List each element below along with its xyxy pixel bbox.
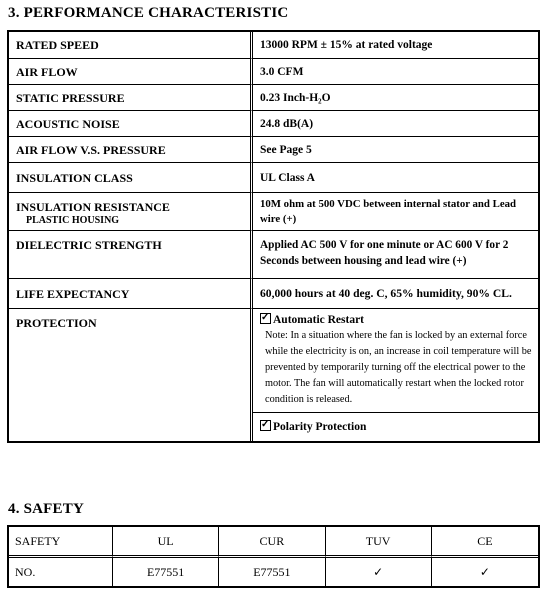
row-value: 60,000 hours at 40 deg. C, 65% humidity, 90% CL. <box>253 279 538 309</box>
section-title-performance: 3. PERFORMANCE CHARACTERISTIC <box>8 5 289 21</box>
table-header-row <box>9 527 538 558</box>
table-row <box>9 85 538 111</box>
row-cell: E77551 <box>113 558 219 586</box>
row-label: INSULATION CLASS <box>9 163 253 193</box>
row-cell: E77551 <box>219 558 325 586</box>
row-label: LIFE EXPECTANCY <box>9 279 253 309</box>
row-label: ACOUSTIC NOISE <box>9 111 253 137</box>
row-label: STATIC PRESSURE <box>9 85 253 111</box>
auto-restart-title: Automatic Restart <box>273 314 365 326</box>
row-label: AIR FLOW <box>9 59 253 85</box>
header-cell: CUR <box>219 527 325 558</box>
polarity-block <box>253 413 538 441</box>
row-label: INSULATION RESISTANCE <box>16 200 170 214</box>
checked-box-icon <box>260 420 271 431</box>
row-label: DIELECTRIC STRENGTH <box>9 231 253 279</box>
section-title-safety: 4. SAFETY <box>8 501 84 517</box>
row-value: Applied AC 500 V for one minute or AC 600 V for 2 Seconds between housing and lead wire (+) <box>253 231 538 279</box>
row-label: RATED SPEED <box>9 32 253 59</box>
checkmark-icon: ✓ <box>326 558 432 586</box>
table-row <box>9 231 538 279</box>
table-row <box>9 163 538 193</box>
header-cell: SAFETY <box>9 527 113 558</box>
header-cell: TUV <box>326 527 432 558</box>
header-cell: CE <box>432 527 538 558</box>
row-value: See Page 5 <box>253 137 538 163</box>
table-row <box>9 279 538 309</box>
performance-table <box>7 30 540 443</box>
row-label-group <box>9 193 253 231</box>
row-cell: NO. <box>9 558 113 586</box>
row-label: AIR FLOW V.S. PRESSURE <box>9 137 253 163</box>
table-row <box>9 59 538 85</box>
checked-box-icon <box>260 313 271 324</box>
row-sublabel: PLASTIC HOUSING <box>26 215 120 226</box>
safety-table <box>7 525 540 588</box>
polarity-label: Polarity Protection <box>273 421 367 433</box>
auto-restart-note: Note: In a situation where the fan is locked by an external force while the electricity is on, an increase in coil temperature will be prevented by temporarily turning off the electrical power to the motor. The fan will automatically restart when the locked rotor condition is released. <box>265 330 532 405</box>
row-value: 13000 RPM ± 15% at rated voltage <box>253 32 538 59</box>
row-value: 3.0 CFM <box>253 59 538 85</box>
auto-restart-heading <box>253 312 538 328</box>
header-cell: UL <box>113 527 219 558</box>
row-value: UL Class A <box>253 163 538 193</box>
table-row <box>9 32 538 59</box>
table-row <box>9 193 538 231</box>
row-value: 10M ohm at 500 VDC between internal stator and Lead wire (+) <box>253 193 538 231</box>
table-row <box>9 137 538 163</box>
protection-cell <box>253 309 538 441</box>
table-row <box>9 309 538 441</box>
checkmark-icon: ✓ <box>479 564 490 579</box>
auto-restart-block <box>253 309 538 413</box>
table-row <box>9 558 538 586</box>
row-value: 0.23 Inch-H₂O <box>253 85 538 111</box>
row-value: 24.8 dB(A) <box>253 111 538 137</box>
table-row <box>9 111 538 137</box>
row-label: PROTECTION <box>9 309 253 441</box>
